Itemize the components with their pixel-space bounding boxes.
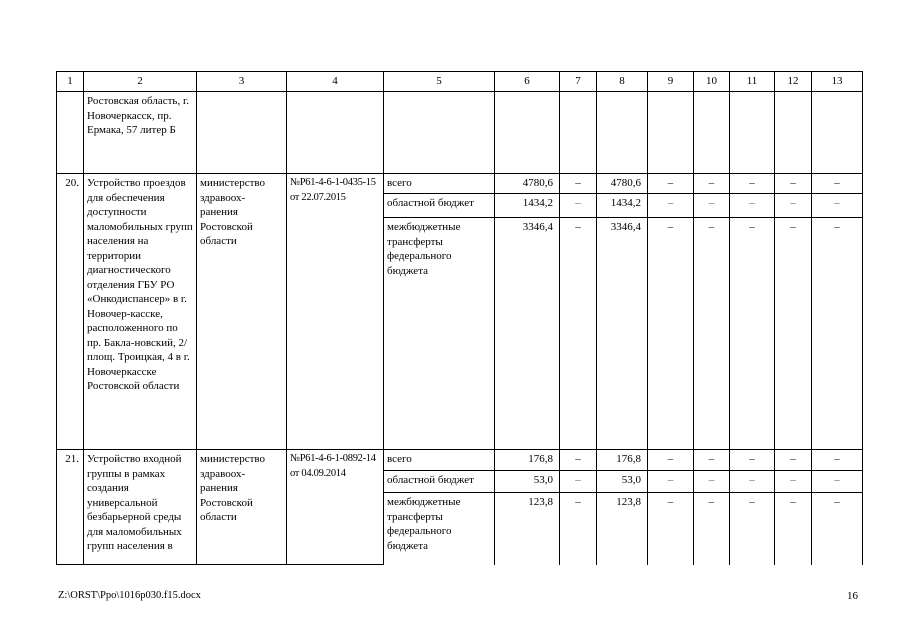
organization-cell: министерство здравоох-ранения Ростовской области: [197, 174, 287, 450]
object-name-cell: Устройство входной группы в рамках создания универсальной безбарьерной среды для маломобильных групп населения в: [84, 450, 197, 565]
column-header: 7: [560, 72, 597, 92]
table-row: [57, 174, 863, 194]
organization-cell: министерство здравоох-ранения Ростовской области: [197, 450, 287, 565]
empty-cell: [287, 92, 384, 174]
value-cell: 3346,4: [495, 218, 560, 450]
column-header: 1: [57, 72, 84, 92]
column-header: 5: [384, 72, 495, 92]
empty-cell: [812, 92, 863, 174]
value-cell: –: [648, 471, 694, 493]
value-cell: 53,0: [495, 471, 560, 493]
column-header: 6: [495, 72, 560, 92]
value-cell: 176,8: [495, 450, 560, 471]
value-cell: –: [694, 471, 730, 493]
value-cell: –: [775, 450, 812, 471]
funding-source: областной бюджет: [384, 194, 495, 218]
value-cell: 4780,6: [597, 174, 648, 194]
document-cell: №Р61-4-6-1-0892-14 от 04.09.2014: [287, 450, 384, 565]
value-cell: –: [812, 493, 863, 565]
empty-cell: [495, 92, 560, 174]
table-row: [57, 450, 863, 471]
value-cell: –: [694, 194, 730, 218]
value-cell: –: [648, 493, 694, 565]
value-cell: –: [812, 194, 863, 218]
value-cell: –: [730, 450, 775, 471]
continuation-row: [57, 92, 863, 174]
value-cell: –: [730, 471, 775, 493]
value-cell: 123,8: [495, 493, 560, 565]
column-header: 9: [648, 72, 694, 92]
column-header: 12: [775, 72, 812, 92]
document-cell: №Р61-4-6-1-0435-15 от 22.07.2015: [287, 174, 384, 450]
column-header: 8: [597, 72, 648, 92]
value-cell: –: [560, 493, 597, 565]
value-cell: –: [730, 218, 775, 450]
entry-number: 21.: [57, 450, 84, 565]
funding-source: всего: [384, 450, 495, 471]
empty-cell: [57, 92, 84, 174]
column-header: 13: [812, 72, 863, 92]
value-cell: –: [560, 218, 597, 450]
value-cell: 1434,2: [495, 194, 560, 218]
value-cell: –: [560, 471, 597, 493]
value-cell: 176,8: [597, 450, 648, 471]
funding-source: межбюджетные трансферты федерального бюджета: [384, 493, 495, 565]
empty-cell: [384, 92, 495, 174]
footer-file-path: Z:\ORST\Ppo\1016p030.f15.docx: [58, 590, 201, 601]
empty-cell: [560, 92, 597, 174]
value-cell: –: [560, 174, 597, 194]
value-cell: –: [775, 471, 812, 493]
column-header: 11: [730, 72, 775, 92]
object-name-cell: Устройство проездов для обеспечения доступности маломобильных групп населения на территории диагностического отделения ГБУ РО «Онкодиспансер» в г. Новочер-касске, расположенного по пр. Бакла-новский, 2/ площ. Троицкая, 4 в г. Новочеркасске Ростовской области: [84, 174, 197, 450]
value-cell: –: [730, 493, 775, 565]
entry-number: 20.: [57, 174, 84, 450]
value-cell: –: [812, 218, 863, 450]
value-cell: 123,8: [597, 493, 648, 565]
column-header: 3: [197, 72, 287, 92]
empty-cell: [648, 92, 694, 174]
value-cell: –: [694, 450, 730, 471]
value-cell: –: [560, 450, 597, 471]
value-cell: –: [775, 493, 812, 565]
value-cell: –: [775, 194, 812, 218]
value-cell: –: [560, 194, 597, 218]
value-cell: 4780,6: [495, 174, 560, 194]
data-table: [56, 71, 863, 565]
column-header: 10: [694, 72, 730, 92]
value-cell: –: [775, 218, 812, 450]
empty-cell: [197, 92, 287, 174]
value-cell: –: [648, 194, 694, 218]
column-header: 4: [287, 72, 384, 92]
value-cell: –: [730, 194, 775, 218]
value-cell: –: [694, 218, 730, 450]
object-address-cell: Ростовская область, г. Новочеркасск, пр. Ермака, 57 литер Б: [84, 92, 197, 174]
value-cell: 1434,2: [597, 194, 648, 218]
empty-cell: [694, 92, 730, 174]
value-cell: 53,0: [597, 471, 648, 493]
empty-cell: [775, 92, 812, 174]
funding-source: областной бюджет: [384, 471, 495, 493]
column-header: 2: [84, 72, 197, 92]
value-cell: –: [730, 174, 775, 194]
value-cell: –: [812, 471, 863, 493]
column-number-row: [57, 72, 863, 92]
value-cell: –: [694, 174, 730, 194]
value-cell: –: [812, 450, 863, 471]
value-cell: –: [812, 174, 863, 194]
empty-cell: [597, 92, 648, 174]
value-cell: –: [775, 174, 812, 194]
value-cell: –: [648, 218, 694, 450]
value-cell: –: [694, 493, 730, 565]
funding-source: межбюджетные трансферты федерального бюджета: [384, 218, 495, 450]
empty-cell: [730, 92, 775, 174]
funding-source: всего: [384, 174, 495, 194]
value-cell: –: [648, 450, 694, 471]
value-cell: 3346,4: [597, 218, 648, 450]
page-number: 16: [847, 590, 858, 602]
value-cell: –: [648, 174, 694, 194]
